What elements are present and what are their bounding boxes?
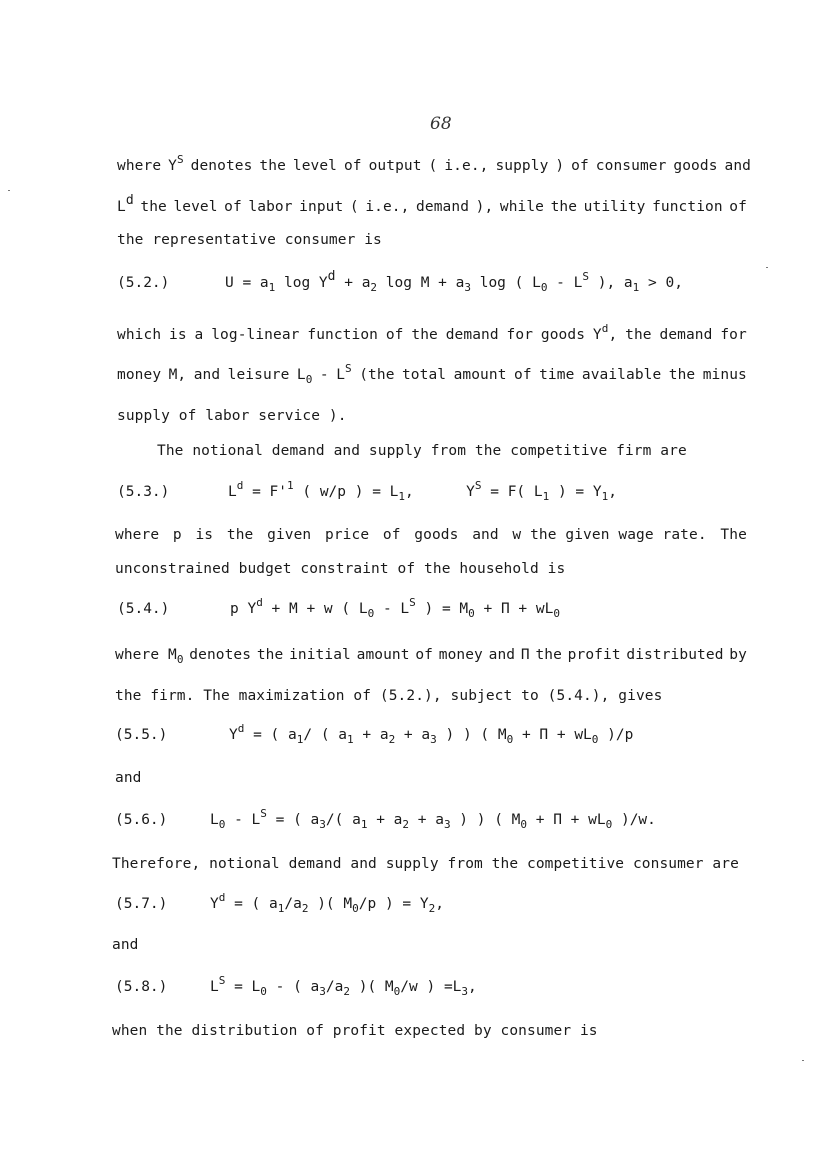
scan-speck [8,190,10,191]
text-line-2: $L^d$ the level of labor input ( i.e., demand ), while the utility function of [117,193,747,215]
equation-5-5: $Y^d$ = ( $a_1/$ ( $a_1 + a_2 + a_3$ ) ) ( $M_0 + \Pi + wL_0$ )/p [229,722,634,746]
equation-5-7: $Y^d$ = ( $a_1/a_2$ )( $M_0/p$ ) = $Y_2$, [210,891,444,915]
equation-label-5-7: (5.7.) [115,896,168,912]
text-line-1: where $Y^S$ denotes the level of output ( i.e., supply ) of consumer goods and [117,153,751,174]
equation-label-5-8: (5.8.) [115,979,168,995]
equation-label-5-5: (5.5.) [115,727,168,743]
scan-speck [766,267,768,268]
text-line-8: where p is the given price of goods and w the given wage rate. The [115,527,747,543]
equation-label-5-6: (5.6.) [115,812,168,828]
equation-5-4: p $Y^d + M + w$ ( $L_0 - L^S$ ) = $M_0 + \Pi + wL_0$ [230,596,560,620]
equation-label-5-3: (5.3.) [117,484,170,500]
text-line-6: supply of labor service ). [117,408,347,424]
text-line-3: the representative consumer is [117,232,382,248]
equation-5-6: $L_0 - L^S$ = ( $a_3/$( $a_1 + a_2 + a_3$ ) ) ( $M_0 + \Pi + wL_0$ )/w. [210,807,656,831]
text-line-13: Therefore, notional demand and supply from the competitive consumer are [112,856,739,872]
text-line-12: and [115,770,142,786]
equation-label-5-2: (5.2.) [117,275,170,291]
text-line-10: where $M_0$ denotes the initial amount of money and Π the profit distributed by [115,647,747,666]
equation-5-3: $L^d = F'^1$ ( w/p ) = $L_1$, $Y^S = F$( $L_1$ ) = $Y_1$, [228,479,617,503]
text-line-9: unconstrained budget constraint of the household is [115,561,566,577]
text-line-11: the firm. The maximization of (5.2.), subject to (5.4.), gives [115,688,663,704]
equation-5-2: $U = a_1$ $\log Y^d + a_2$ $\log M + a_3$ log ( $L_0 - L^S$ ), $a_1 > 0$, [225,269,683,294]
text-line-4: which is a log-linear function of the demand for goods $Y^d$, the demand for [117,322,747,343]
text-line-15: when the distribution of profit expected by consumer is [112,1023,598,1039]
scan-speck [802,1060,804,1061]
text-line-14: and [112,937,139,953]
page-number: 68 [430,114,452,134]
text-line-5: money M, and leisure $L_0$ - $L^S$ (the total amount of time available the minus [117,362,747,386]
equation-label-5-4: (5.4.) [117,601,170,617]
equation-5-8: $L^S = L_0$ - ( $a_3/a_2$ )( $M_0/w$ ) $=L_3$, [210,974,477,998]
text-line-7: The notional demand and supply from the competitive firm are [157,443,687,459]
